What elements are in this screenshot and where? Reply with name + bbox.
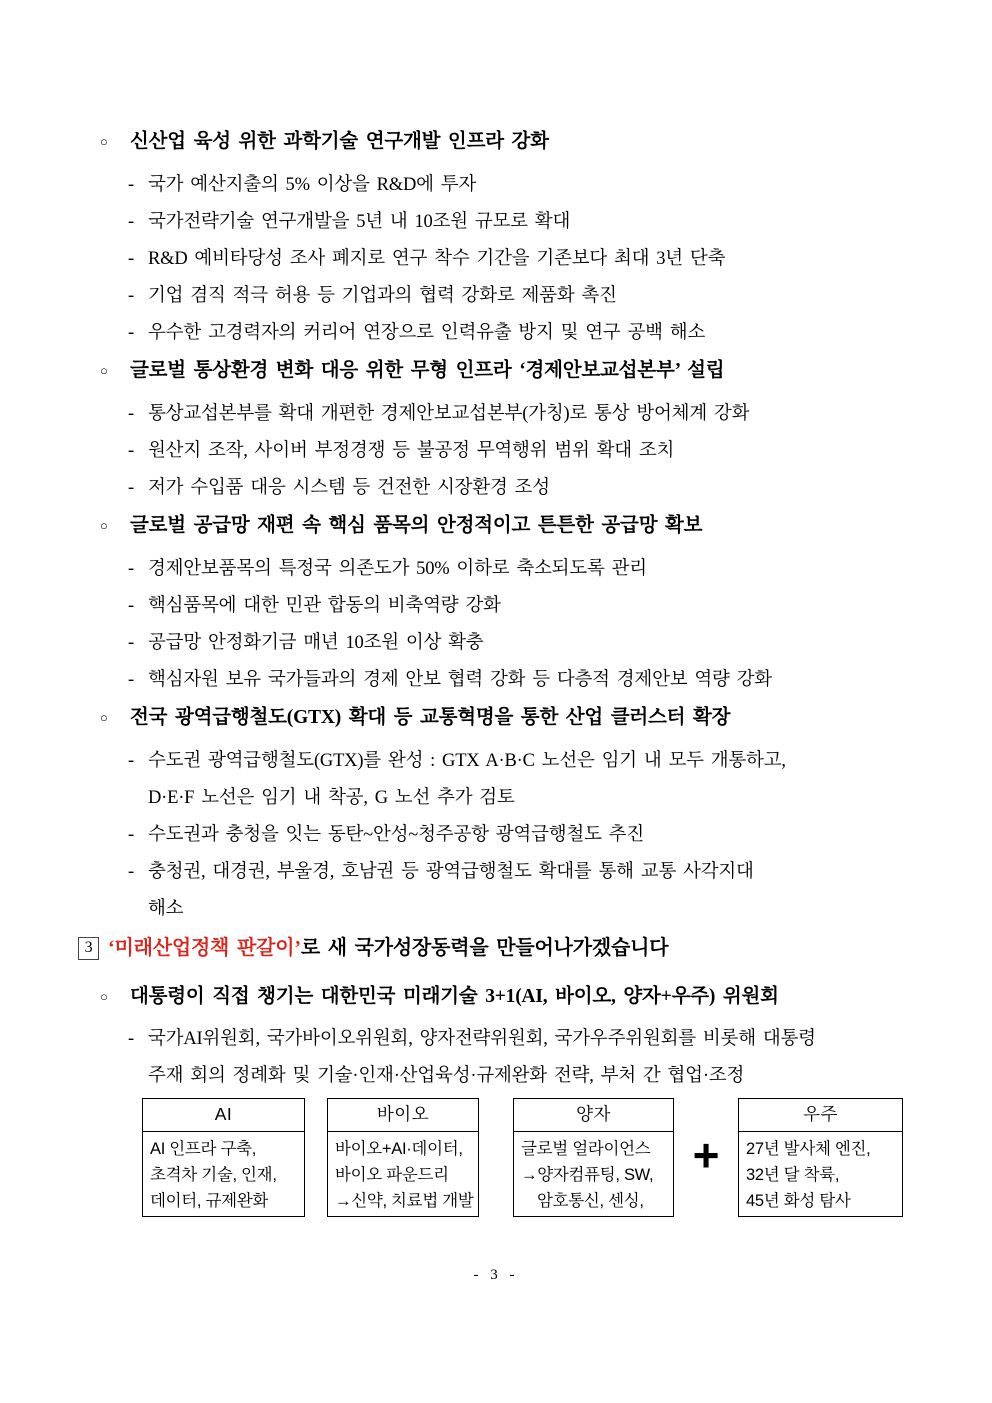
section-rnd-infra — [100, 130, 992, 344]
tech-box-header: 양자 — [514, 1099, 673, 1132]
circle-bullet-icon: ○ — [100, 518, 108, 533]
item-text: 국가 예산지출의 5% 이상을 R&D에 투자 — [148, 175, 477, 195]
item-text: 기업 겸직 적극 허용 등 기업과의 협력 강화로 제품화 촉진 — [148, 286, 617, 306]
section-heading — [100, 514, 992, 538]
dash-bullet-icon: - — [128, 212, 134, 232]
circle-bullet-icon: ○ — [100, 134, 108, 149]
tech-box-header: 바이오 — [328, 1099, 478, 1132]
list-item — [128, 824, 992, 846]
dash-bullet-icon: - — [128, 175, 134, 195]
dash-bullet-icon: - — [128, 670, 134, 690]
section-supply-chain — [100, 514, 992, 691]
section-title: 글로벌 공급망 재편 속 핵심 품목의 안정적이고 튼튼한 공급망 확보 — [130, 515, 703, 536]
tech-box-line: 글로벌 얼라이언스 — [521, 1140, 651, 1158]
item-text — [148, 1028, 910, 1087]
item-text: 국가전략기술 연구개발을 5년 내 10조원 규모로 확대 — [148, 212, 571, 232]
list-item — [128, 632, 992, 654]
section-gtx — [100, 706, 992, 920]
list-item — [128, 211, 992, 233]
tech-box-line: 32년 달 착륙, — [746, 1166, 840, 1184]
dash-bullet-icon: - — [128, 862, 134, 882]
item-text: 수도권과 충청을 잇는 동탄~안성~청주공항 광역급행철도 추진 — [148, 825, 645, 845]
tech-box-line: AI 인프라 구축, — [150, 1140, 257, 1158]
item-text — [148, 750, 910, 809]
tech-box-space — [738, 1098, 903, 1217]
item-text: 경제안보품목의 특정국 의존도가 50% 이하로 축소되도록 관리 — [148, 559, 647, 579]
tech-box-bio — [327, 1098, 479, 1217]
item-text: 핵심품목에 대한 민관 합동의 비축역량 강화 — [148, 596, 501, 616]
section-title: 전국 광역급행철도(GTX) 확대 등 교통혁명을 통한 산업 클러스터 확장 — [130, 707, 731, 728]
dash-bullet-icon: - — [128, 633, 134, 653]
section-title: 글로벌 통상환경 변화 대응 위한 무형 인프라 ‘경제안보교섭본부’ 설립 — [130, 360, 725, 381]
page-number: - 3 - — [473, 1267, 519, 1283]
dash-bullet-icon: - — [128, 249, 134, 269]
list-item — [128, 440, 992, 462]
tech-box-line: 27년 발사체 엔진, — [746, 1140, 871, 1158]
item-text — [148, 861, 910, 920]
numbered-heading — [78, 935, 992, 961]
list-item — [128, 669, 992, 691]
tech-box-ai — [142, 1098, 305, 1217]
tech-box-header: AI — [143, 1099, 304, 1132]
dash-bullet-icon: - — [128, 404, 134, 424]
item-line: 해소 — [148, 899, 184, 919]
list-item — [128, 322, 992, 344]
list-item — [128, 750, 992, 809]
section-title: 신산업 육성 위한 과학기술 연구개발 인프라 강화 — [130, 131, 549, 152]
tech-box-header: 우주 — [739, 1099, 902, 1132]
tech-box-line: 암호통신, 센싱, — [537, 1192, 644, 1210]
tech-table — [142, 1098, 992, 1217]
circle-bullet-icon: ○ — [100, 989, 108, 1004]
item-line: 수도권 광역급행철도(GTX)를 완성 : GTX A·B·C 노선은 임기 내 모두 개통하고, — [148, 751, 786, 771]
dash-bullet-icon: - — [128, 1029, 134, 1049]
dash-bullet-icon: - — [128, 441, 134, 461]
sub-heading-text: 대통령이 직접 챙기는 대한민국 미래기술 3+1(AI, 바이오, 양자+우주) 위원회 — [130, 986, 779, 1007]
tech-box-body — [739, 1132, 902, 1216]
tech-box-line: →신약, 치료법 개발 — [335, 1192, 474, 1210]
list-item — [128, 595, 992, 617]
list-item — [128, 861, 992, 920]
dash-bullet-icon: - — [128, 596, 134, 616]
tech-box-line: →양자컴퓨팅, SW, — [521, 1166, 654, 1184]
section-future-committee — [100, 985, 992, 1087]
list-item — [128, 174, 992, 196]
top-margin — [100, 0, 992, 130]
list-item — [128, 248, 992, 270]
list-item — [128, 477, 992, 499]
section-heading — [100, 706, 992, 730]
tech-box-body — [143, 1132, 304, 1216]
circle-bullet-icon: ○ — [100, 363, 108, 378]
circle-bullet-icon: ○ — [100, 710, 108, 725]
item-text: 핵심자원 보유 국가들과의 경제 안보 협력 강화 등 다층적 경제안보 역량 강화 — [148, 670, 772, 690]
list-item — [128, 558, 992, 580]
dash-bullet-icon: - — [128, 559, 134, 579]
plus-icon: + — [692, 1128, 720, 1181]
tech-box-quantum — [513, 1098, 674, 1217]
item-line: 국가AI위원회, 국가바이오위원회, 양자전략위원회, 국가우주위원회를 비롯해 대통령 — [148, 1029, 816, 1049]
section-heading — [100, 359, 992, 383]
item-text: 원산지 조작, 사이버 부정경쟁 등 불공정 무역행위 범위 확대 조치 — [148, 441, 675, 461]
tech-box-body — [514, 1132, 673, 1216]
dash-bullet-icon: - — [128, 286, 134, 306]
tech-box-body — [328, 1132, 478, 1216]
item-text: R&D 예비타당성 조사 폐지로 연구 착수 기간을 기존보다 최대 3년 단축 — [148, 249, 726, 269]
item-text: 공급망 안정화기금 매년 10조원 이상 확충 — [148, 633, 484, 653]
sub-heading — [100, 985, 992, 1009]
tech-box-line: 데이터, 규제완화 — [150, 1192, 269, 1210]
item-line: 충청권, 대경권, 부울경, 호남권 등 광역급행철도 확대를 통해 교통 사각지대 — [148, 862, 754, 882]
item-line: D·E·F 노선은 임기 내 착공, G 노선 추가 검토 — [148, 788, 515, 808]
item-text: 통상교섭본부를 확대 개편한 경제안보교섭본부(가칭)로 통상 방어체계 강화 — [148, 404, 750, 424]
heading-black-text: 로 새 국가성장동력을 만들어나가겠습니다 — [300, 937, 669, 959]
tech-box-line: 바이오 파운드리 — [335, 1166, 449, 1184]
tech-box-line: 45년 화성 탐사 — [746, 1192, 851, 1210]
tech-box-line: 바이오+AI·데이터, — [335, 1140, 463, 1158]
dash-bullet-icon: - — [128, 825, 134, 845]
section-heading — [100, 130, 992, 154]
boxed-number: 3 — [78, 937, 99, 960]
list-item — [128, 1028, 992, 1087]
dash-bullet-icon: - — [128, 323, 134, 343]
dash-bullet-icon: - — [128, 751, 134, 771]
tech-box-line: 초격차 기술, 인재, — [150, 1166, 277, 1184]
item-text: 저가 수입품 대응 시스템 등 건전한 시장환경 조성 — [148, 478, 550, 498]
item-text: 우수한 고경력자의 커리어 연장으로 인력유출 방지 및 연구 공백 해소 — [148, 323, 706, 343]
list-item — [128, 403, 992, 425]
list-item — [128, 285, 992, 307]
dash-bullet-icon: - — [128, 478, 134, 498]
item-line: 주재 회의 정례화 및 기술·인재·산업육성·규제완화 전략, 부처 간 협업·조정 — [148, 1066, 745, 1086]
section-trade-env — [100, 359, 992, 499]
heading-red-text: ‘미래산업정책 판갈이’ — [108, 937, 301, 959]
heading-text — [108, 935, 668, 961]
